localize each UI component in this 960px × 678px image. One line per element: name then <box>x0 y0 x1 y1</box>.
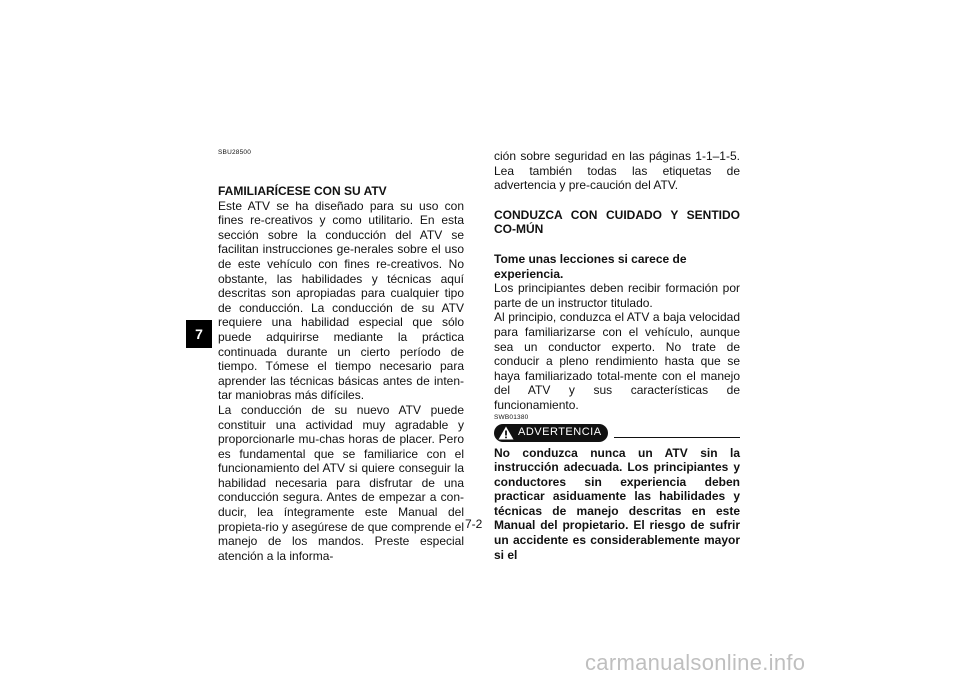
warning-rule <box>614 437 740 438</box>
familiarize-paragraph: La conducción de su nuevo ATV puede constituir una actividad muy agradable y proporcionarle mu-chas horas de placer. Pero es fundamental que se familiarice con el funcionamiento del ATV si quiere conseguir la habilidad necesaria para disfrutar de una conducción segura. Antes de empezar a con-ducir, lea íntegramente este Manual del propieta-rio y asegúrese de que comprende el manejo de los mandos. Preste especial atención a la informa- <box>218 402 464 563</box>
chapter-tab: 7 <box>186 320 212 348</box>
beginners-paragraph: Los principiantes deben recibir formación por parte de un instructor titulado. <box>494 281 740 310</box>
page-number: 7-2 <box>465 517 483 531</box>
warning-code: SWB01380 <box>494 413 529 421</box>
section-heading: FAMILIARÍCESE CON SU ATV <box>218 184 387 198</box>
warning-header <box>494 424 740 442</box>
warning-badge <box>494 424 608 442</box>
continued-paragraph: ción sobre seguridad en las páginas 1-1–1-5. Lea también todas las etiquetas de advertencia y pre-caución del ATV. <box>494 149 740 193</box>
intro-paragraph: Este ATV se ha diseñado para su uso con fines re-creativos y como utilitario. En esta sección sobre la conducción del ATV se facilitan instrucciones ge-nerales sobre el uso de este vehículo con fines re-creativos. No obstante, las habilidades y técnicas aquí descritas son apropiadas para cualquier tipo de conducción. La conducción de su ATV requiere una habilidad especial que sólo puede adquirirse mediante la práctica continuada durante un cierto período de tiempo. Tómese el tiempo necesario para aprender las técnicas básicas antes de inten-tar maniobras más difíciles. <box>218 198 464 403</box>
section-code: SBU28500 <box>218 149 252 156</box>
section-heading-2: CONDUZCA CON CUIDADO Y SENTIDO CO-MÚN <box>494 207 740 237</box>
warning-text: No conduzca nunca un ATV sin la instrucción adecuada. Los principiantes y conductores sin experiencia deben practicar asiduamente las habilidades y técnicas de manejo descritas en este Manual del propietario. El riesgo de sufrir un accidente es considerablemente mayor si el <box>494 445 740 562</box>
watermark: carmanualsonline.info <box>585 650 806 675</box>
low-speed-paragraph: Al principio, conduzca el ATV a baja velocidad para familiarizarse con el vehículo, aunque sea un conductor experto. No trate de conducir a pleno rendimiento hasta que se haya familiarizado total-mente con el manejo del ATV y sus características de funcionamiento. <box>494 310 740 412</box>
warning-label: ADVERTENCIA <box>518 426 602 439</box>
subheading: Tome unas lecciones si carece de experiencia. <box>494 251 687 281</box>
warning-icon <box>498 426 514 440</box>
